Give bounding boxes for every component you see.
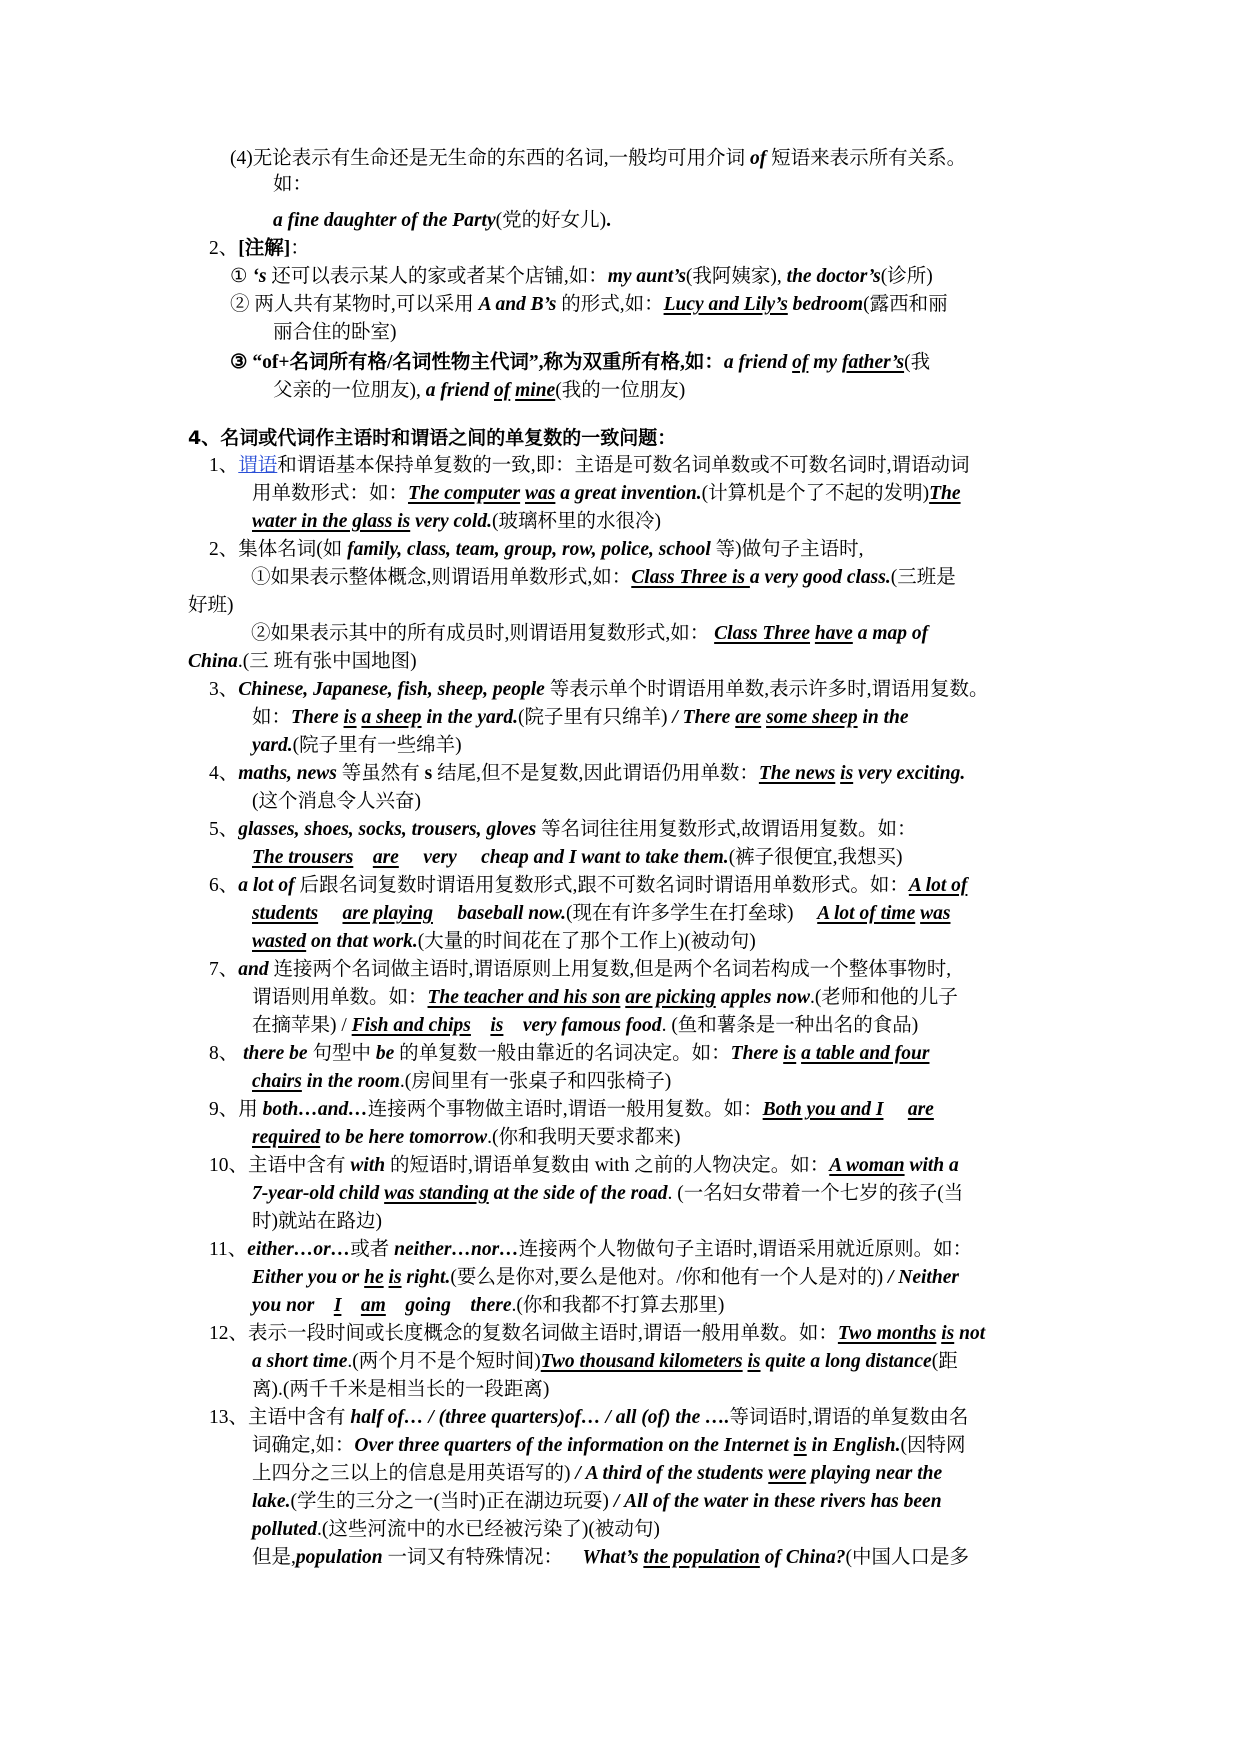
- translation: (党的好女儿): [495, 210, 607, 231]
- heading: 4、名词或代词作主语时和谓语之间的单复数的一致问题：: [188, 427, 677, 449]
- example: in the yard.: [421, 707, 518, 728]
- example: baseball now.: [432, 903, 567, 924]
- example: a map of: [852, 623, 929, 644]
- text: ② 两人共有某物时,可以采用: [230, 294, 479, 315]
- example: very exciting.: [853, 763, 966, 784]
- text-line: [209, 1237, 972, 1263]
- example: The trousers: [252, 847, 354, 868]
- example-line: [273, 208, 611, 234]
- text-line: [230, 146, 1056, 172]
- example: am: [360, 1295, 386, 1316]
- translation: (裤子很便宜,我想买): [728, 847, 903, 868]
- example: in English.: [806, 1435, 901, 1456]
- text-line: [251, 621, 928, 647]
- example: water in the glass is: [252, 511, 411, 532]
- example: Both you and I: [762, 1099, 884, 1120]
- example: population: [295, 1547, 383, 1568]
- text: 句型中: [307, 1043, 376, 1064]
- text: 12、表示一段时间或长度概念的复数名词做主语时,谓语一般用单数。如：: [209, 1323, 838, 1344]
- example: my aunt’s: [607, 266, 686, 287]
- example: a sheep: [361, 707, 422, 728]
- translation: (露西和丽: [863, 294, 948, 315]
- translation: (院子里有只绵羊): [518, 707, 668, 728]
- translation: (现在有许多学生在打垒球): [566, 903, 794, 924]
- example: I: [333, 1295, 342, 1316]
- text: [341, 1295, 361, 1316]
- text-line: [252, 1013, 918, 1039]
- text-line: [230, 350, 930, 376]
- example: maths, news: [238, 763, 337, 784]
- translation: . (鱼和薯条是一种出名的食品): [661, 1015, 919, 1036]
- emphasis: A and B’s: [478, 294, 557, 315]
- text-line: [209, 1405, 968, 1431]
- translation: (我阿姨家),: [685, 266, 787, 287]
- example: / There: [667, 707, 736, 728]
- example: polluted: [252, 1519, 318, 1540]
- example: in the room: [301, 1071, 400, 1092]
- example: a great invention.: [555, 483, 702, 504]
- translation: (玻璃杯里的水很冷): [491, 511, 661, 532]
- text: 连接两个人物做句子主语时,谓语采用就近原则。如：: [518, 1239, 973, 1260]
- translation: .(两个月不是个短时间): [347, 1351, 541, 1372]
- translation: .(这些河流中的水已经被污染了)(被动句): [317, 1519, 660, 1540]
- emphasis: ‘s: [252, 266, 267, 287]
- text: [794, 903, 818, 924]
- text: ③ “of+名词所有格/名词性物主代词”,称为双重所有格,如：: [230, 352, 724, 373]
- example: is: [388, 1267, 402, 1288]
- text-line: [188, 593, 234, 619]
- text-line: [252, 985, 958, 1011]
- text-line: [209, 537, 864, 563]
- example: either…or…: [247, 1239, 351, 1260]
- text-line: [209, 1321, 985, 1347]
- translation: . (一名妇女带着一个七岁的孩子(当: [667, 1183, 964, 1204]
- text: 等词语时,谓语的单复数由名: [729, 1407, 969, 1428]
- example: students: [252, 903, 319, 924]
- example: Chinese, Japanese, fish, sheep, people: [238, 679, 545, 700]
- example: 7-year-old child: [252, 1183, 385, 1204]
- example: there be: [243, 1043, 308, 1064]
- example: Either you or: [252, 1267, 365, 1288]
- text-line: [252, 1349, 958, 1375]
- text-line: [252, 1265, 959, 1291]
- text: 5、: [209, 819, 239, 840]
- example: / Neither: [883, 1267, 959, 1288]
- example: be: [375, 1043, 395, 1064]
- example: There: [730, 1043, 784, 1064]
- text: (4)无论表示有生命还是无生命的东西的名词,一般均可用介词: [230, 148, 750, 169]
- text: ：: [290, 238, 310, 259]
- example: is: [941, 1323, 955, 1344]
- text: .: [606, 210, 611, 231]
- example: There: [291, 707, 344, 728]
- text: 等虽然有: [336, 763, 425, 784]
- example: playing near the: [806, 1463, 943, 1484]
- text: ①如果表示整体概念,则谓语用单数形式,如：: [251, 567, 632, 588]
- example: The: [929, 483, 961, 504]
- example: Class Three is: [631, 567, 750, 588]
- translation: (我的一位朋友): [555, 380, 686, 401]
- translation: (要么是你对,要么是他对。/你和他有一个人是对的): [450, 1267, 884, 1288]
- text: 的单复数一般由靠近的名词决定。如：: [394, 1043, 731, 1064]
- translation: (计算机是个了不起的发明): [701, 483, 930, 504]
- example: required: [252, 1127, 321, 1148]
- example: China: [188, 651, 238, 672]
- text-line: [209, 873, 967, 899]
- example: is: [490, 1015, 504, 1036]
- example: are: [735, 707, 762, 728]
- example: not: [954, 1323, 986, 1344]
- translation: (因特网: [900, 1435, 966, 1456]
- example: very cheap and I want to take them.: [398, 847, 729, 868]
- example: at the side of the road: [488, 1183, 668, 1204]
- example: Class Three: [714, 623, 811, 644]
- example: wasted: [252, 931, 307, 952]
- example: very cold.: [410, 511, 492, 532]
- example: half of… / (three quarters)of… / all (of) the ….: [350, 1407, 730, 1428]
- example: is: [343, 707, 357, 728]
- translation: 父亲的一位朋友),: [273, 380, 426, 401]
- example: a fine daughter of the Party: [273, 210, 496, 231]
- text: 结尾,但不是复数,因此谓语仍用单数：: [432, 763, 759, 784]
- example: father’s: [841, 352, 905, 373]
- text-line: [273, 320, 397, 346]
- heading: [注解]: [238, 238, 291, 259]
- text: 的短语时,谓语单复数由 with 之前的人物决定。如：: [385, 1155, 830, 1176]
- translation: (我: [904, 352, 931, 373]
- text: 还可以表示某人的家或者某个店铺,如：: [266, 266, 608, 287]
- example: lake.: [252, 1491, 291, 1512]
- example: the doctor’s: [786, 266, 881, 287]
- text-line: [252, 901, 950, 927]
- text-line: [230, 264, 933, 290]
- example: Fish and chips: [351, 1015, 471, 1036]
- translation: (大量的时间花在了那个工作上)(被动句): [417, 931, 756, 952]
- example: going there: [385, 1295, 512, 1316]
- example: What’s: [582, 1547, 639, 1568]
- text-line: [252, 929, 756, 955]
- text: 用单数形式：如：: [252, 483, 409, 504]
- example: A woman: [829, 1155, 905, 1176]
- text: 4、: [209, 763, 239, 784]
- text-line: [209, 761, 965, 787]
- text-line: [252, 1293, 724, 1319]
- text-line: [251, 565, 956, 591]
- text-line: [252, 1517, 660, 1543]
- example: are: [372, 847, 399, 868]
- translation: .(你和我明天要求都来): [487, 1127, 681, 1148]
- text-line: [273, 378, 685, 404]
- text-line: [252, 1209, 382, 1235]
- text-line: [252, 1125, 680, 1151]
- text: 2、集体名词(如: [209, 539, 348, 560]
- translation: .(你和我都不打算去那里): [511, 1295, 725, 1316]
- example: my: [808, 352, 842, 373]
- text-line: [209, 957, 951, 983]
- text: 的形式,如：: [556, 294, 664, 315]
- translation: 时)就站在路边): [252, 1211, 382, 1232]
- translation: (距: [931, 1351, 958, 1372]
- example: are picking: [625, 987, 716, 1008]
- keyword-link[interactable]: 谓语: [238, 455, 278, 476]
- text: 8、: [209, 1043, 244, 1064]
- translation: .(房间里有一张桌子和四张椅子): [399, 1071, 672, 1092]
- text: 如：: [273, 174, 313, 195]
- example: a lot of: [238, 875, 295, 896]
- example: / All of the water in these rivers has been: [608, 1491, 942, 1512]
- text-line: [252, 1181, 963, 1207]
- example: is: [840, 763, 854, 784]
- example: are: [907, 1099, 934, 1120]
- text: [318, 903, 342, 924]
- text: 后跟名词复数时谓语用复数形式,跟不可数名词时谓语用单数形式。如：: [294, 875, 909, 896]
- translation: 离).(两千千米是相当长的一段距离): [252, 1379, 550, 1400]
- section-heading: [188, 425, 676, 451]
- text-line: [252, 1461, 942, 1487]
- example: on that work.: [306, 931, 418, 952]
- text: [471, 1015, 491, 1036]
- text-line: [252, 733, 462, 759]
- translation: (学生的三分之一(当时)正在湖边玩耍): [290, 1491, 609, 1512]
- example: bedroom: [792, 294, 864, 315]
- example: to be here tomorrow: [320, 1127, 488, 1148]
- example: a very good class.: [749, 567, 891, 588]
- text: 3、: [209, 679, 239, 700]
- emphasis: of: [750, 148, 767, 169]
- text: 6、: [209, 875, 239, 896]
- example: Two thousand kilometers: [540, 1351, 743, 1372]
- translation: (诊所): [880, 266, 933, 287]
- example: Two months: [837, 1323, 937, 1344]
- text-line: [209, 1097, 934, 1123]
- translation: (这个消息令人兴奋): [252, 791, 421, 812]
- translation: (院子里有一些绵羊): [292, 735, 462, 756]
- text-line: [188, 649, 417, 675]
- example: Over three quarters of the information on the Internet: [354, 1435, 794, 1456]
- text-line: [209, 817, 916, 843]
- text: 等)做句子主语时,: [710, 539, 864, 560]
- text: 丽合住的卧室): [273, 322, 397, 343]
- example: right.: [401, 1267, 451, 1288]
- text: 但是,: [252, 1547, 296, 1568]
- example: chairs: [252, 1071, 302, 1092]
- translation: 在摘苹果) /: [252, 1015, 352, 1036]
- text-line: [252, 1545, 969, 1571]
- example: quite a long distance: [760, 1351, 932, 1372]
- text: [883, 1099, 907, 1120]
- example: A lot of: [908, 875, 968, 896]
- translation: .(老师和他的儿子: [809, 987, 958, 1008]
- example: family, class, team, group, row, police, school: [347, 539, 711, 560]
- text-line: [252, 789, 421, 815]
- text-line: [209, 677, 988, 703]
- note-heading: [209, 236, 310, 262]
- example: you nor: [252, 1295, 334, 1316]
- text-line: [252, 705, 909, 731]
- example: is: [783, 1043, 797, 1064]
- example: / A third of the students: [570, 1463, 769, 1484]
- translation: .(三 班有张中国地图): [237, 651, 417, 672]
- example: with: [350, 1155, 386, 1176]
- example: of: [494, 380, 511, 401]
- text: 11、: [209, 1239, 248, 1260]
- text: 一词又有特殊情况：: [382, 1547, 583, 1568]
- example: both…and…: [262, 1099, 368, 1120]
- example: The news: [758, 763, 836, 784]
- example: yard.: [252, 735, 293, 756]
- example: The computer: [408, 483, 521, 504]
- example: and: [238, 959, 269, 980]
- text: 连接两个名词做主语时,谓语原则上用复数,但是两个名词若构成一个整体事物时,: [268, 959, 952, 980]
- example: Lucy and Lily’s: [663, 294, 788, 315]
- text: 等名词往往用复数形式,故谓语用复数。如：: [536, 819, 917, 840]
- text-line: [252, 1489, 942, 1515]
- translation: (中国人口是多: [845, 1547, 969, 1568]
- example: the population: [643, 1547, 760, 1568]
- example: was: [525, 483, 556, 504]
- translation: 上四分之三以上的信息是用英语写的): [252, 1463, 571, 1484]
- example: was standing: [384, 1183, 489, 1204]
- text: 等表示单个时谓语用单数,表示许多时,谓语用复数。: [544, 679, 989, 700]
- example: glasses, shoes, socks, trousers, gloves: [238, 819, 537, 840]
- example: a table and four: [801, 1043, 930, 1064]
- text: 如：: [252, 707, 292, 728]
- emphasis: s: [424, 763, 433, 784]
- text-line: [252, 481, 961, 507]
- text: 短语来表示所有关系。: [766, 148, 967, 169]
- example: a short time: [252, 1351, 348, 1372]
- text: [353, 847, 373, 868]
- text: 1、: [209, 455, 239, 476]
- example: have: [814, 623, 853, 644]
- text: 和谓语基本保持单复数的一致,即：主语是可数名词单数或不可数名词时,谓语动词: [277, 455, 970, 476]
- text: 7、: [209, 959, 239, 980]
- text-line: [209, 1153, 959, 1179]
- example: a friend: [723, 352, 793, 373]
- example: of: [792, 352, 809, 373]
- example: were: [768, 1463, 807, 1484]
- example: with a: [904, 1155, 959, 1176]
- text-line: [252, 1433, 966, 1459]
- text-line: [209, 1041, 929, 1067]
- example: mine: [515, 380, 556, 401]
- example: a friend: [425, 380, 494, 401]
- example: is: [793, 1435, 807, 1456]
- example: very famous food: [503, 1015, 662, 1036]
- text-line: [230, 292, 948, 318]
- example: some sheep: [766, 707, 858, 728]
- example: neither…nor…: [394, 1239, 519, 1260]
- example: of China?: [759, 1547, 846, 1568]
- text: ②如果表示其中的所有成员时,则谓语用复数形式,如：: [251, 623, 715, 644]
- text: 13、主语中含有: [209, 1407, 351, 1428]
- example: in the: [857, 707, 909, 728]
- text: 连接两个事物做主语时,谓语一般用复数。如：: [367, 1099, 763, 1120]
- text-line: [252, 509, 661, 535]
- example: was: [920, 903, 951, 924]
- text: 9、用: [209, 1099, 263, 1120]
- text: 2、: [209, 238, 239, 259]
- text-line: [252, 845, 903, 871]
- text-line: [209, 453, 970, 479]
- text: 好班): [188, 595, 234, 616]
- text: 或者: [350, 1239, 395, 1260]
- text: 谓语则用单数。如：: [252, 987, 428, 1008]
- example: The teacher and his son: [427, 987, 621, 1008]
- text-line: [252, 1377, 549, 1403]
- example: are playing: [342, 903, 433, 924]
- text: ①: [230, 266, 253, 287]
- text-line: [252, 1069, 671, 1095]
- example: is: [747, 1351, 761, 1372]
- text: 词确定,如：: [252, 1435, 355, 1456]
- example: apples now: [715, 987, 810, 1008]
- translation: (三班是: [890, 567, 956, 588]
- example: he: [364, 1267, 384, 1288]
- example: A lot of time: [817, 903, 916, 924]
- text: 10、主语中含有: [209, 1155, 351, 1176]
- text-line: [273, 172, 312, 198]
